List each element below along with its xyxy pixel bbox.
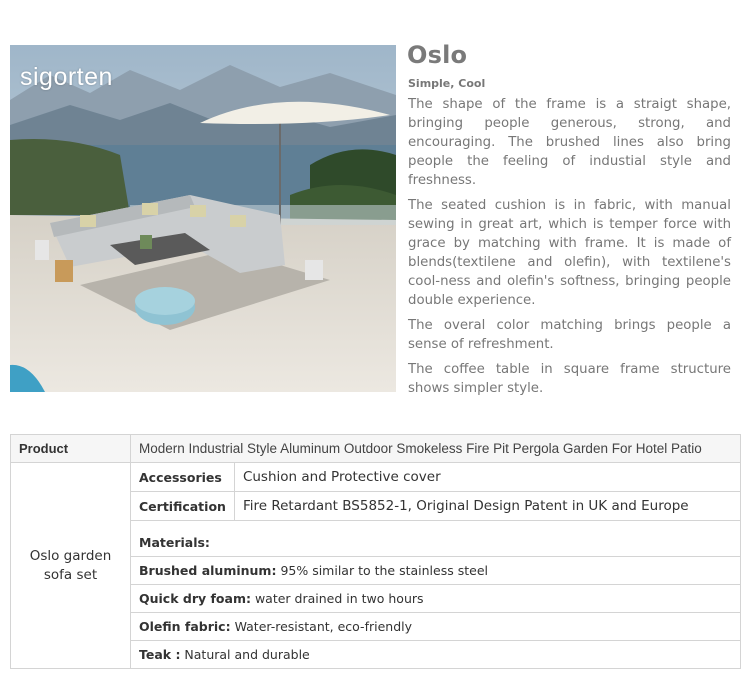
description-paragraph: The coffee table in square frame structure shows simpler style.	[408, 362, 731, 396]
material-value: Water-resistant, eco-friendly	[230, 619, 412, 634]
product-tagline: Simple, Cool	[408, 77, 486, 90]
description-paragraph: The seated cushion is in fabric, with manual sewing in great art, which is temper force with grace by matching with frame. It is made of blends(textilene and olefin), with textilene's cool-ness and olefin's softness, bringing people double experience.	[408, 198, 731, 308]
material-value: water drained in two hours	[250, 591, 424, 606]
material-cell	[131, 557, 741, 585]
product-photo	[10, 45, 396, 392]
item-name: Oslo garden sofa set	[11, 463, 131, 669]
table-row	[11, 463, 741, 492]
material-label: Olefin fabric:	[139, 619, 231, 634]
materials-heading: Materials:	[139, 535, 210, 550]
table-row	[11, 435, 741, 463]
description-paragraph: The shape of the frame is a straigt shape, bringing people generous, strong, and encouraging. The brushed lines also bring people the feeling of industial style and freshness.	[408, 97, 731, 188]
material-label: Teak :	[139, 647, 181, 662]
description-paragraph: The overal color matching brings people a sense of refreshment.	[408, 318, 731, 352]
product-value: Modern Industrial Style Aluminum Outdoor Smokeless Fire Pit Pergola Garden For Hotel Patio	[131, 435, 741, 463]
specification-table	[10, 434, 741, 669]
product-description	[407, 40, 731, 404]
material-label: Brushed aluminum:	[139, 563, 277, 578]
material-cell	[131, 585, 741, 613]
spec-value: Cushion and Protective cover	[234, 463, 740, 492]
material-value: 95% similar to the stainless steel	[276, 563, 488, 578]
brand-logo: sigorten	[20, 63, 113, 91]
material-cell	[131, 641, 741, 669]
product-label: Product	[11, 435, 131, 463]
material-value: Natural and durable	[180, 647, 310, 662]
materials-heading-cell	[131, 529, 741, 557]
spec-value: Fire Retardant BS5852-1, Original Design Patent in UK and Europe	[234, 492, 740, 521]
patio-scene-illustration	[10, 45, 396, 392]
spec-label: Accessories	[131, 463, 235, 492]
spacer-cell	[131, 521, 741, 530]
spec-label: Certification	[131, 492, 235, 521]
product-title: Oslo	[407, 41, 468, 69]
material-label: Quick dry foam:	[139, 591, 251, 606]
material-cell	[131, 613, 741, 641]
